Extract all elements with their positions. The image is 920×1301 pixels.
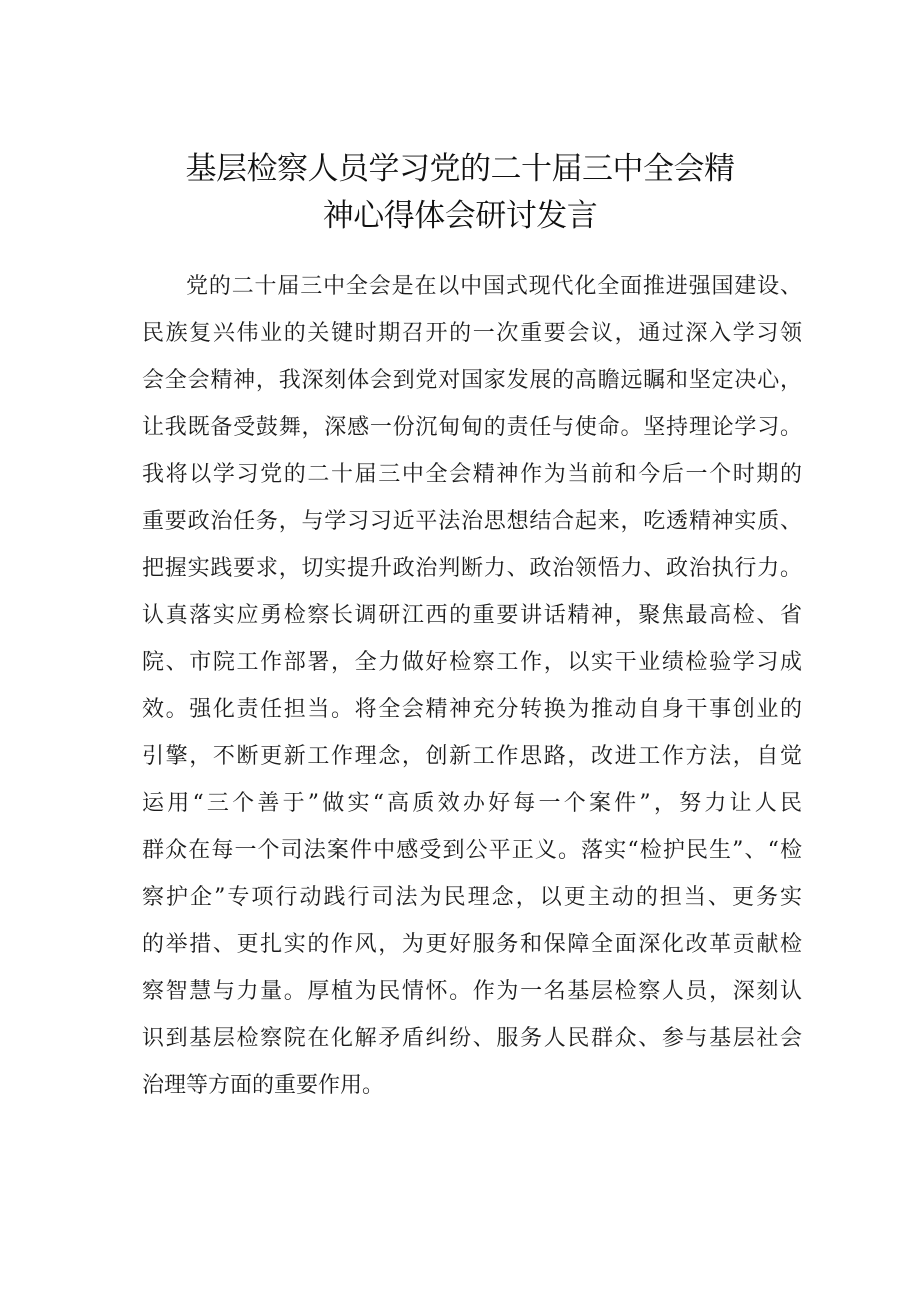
- body-line: 会全会精神，我深刻体会到党对国家发展的高瞻远瞩和坚定决心，: [142, 368, 802, 393]
- body-line: 认真落实应勇检察长调研江西的重要讲话精神，聚焦最高检、省: [142, 603, 802, 628]
- body-line: 察智慧与力量。厚植为民情怀。作为一名基层检察人员，深刻认: [142, 979, 802, 1004]
- body-line: 把握实践要求，切实提升政治判断力、政治领悟力、政治执行力。: [142, 556, 802, 581]
- body-line: 让我既备受鼓舞，深感一份沉甸甸的责任与使命。坚持理论学习。: [142, 415, 802, 440]
- body-line: 民族复兴伟业的关键时期召开的一次重要会议，通过深入学习领: [142, 321, 802, 346]
- body-line: 院、市院工作部署，全力做好检察工作，以实干业绩检验学习成: [142, 650, 802, 675]
- body-line: 效。强化责任担当。将全会精神充分转换为推动自身干事创业的: [142, 697, 802, 722]
- body-line: 重要政治任务，与学习习近平法治思想结合起来，吃透精神实质、: [142, 509, 802, 534]
- body-line: 引擎，不断更新工作理念，创新工作思路，改进工作方法，自觉: [142, 744, 802, 769]
- body-line: 识到基层检察院在化解矛盾纠纷、服务人民群众、参与基层社会: [142, 1026, 802, 1051]
- document-title-line-1: 基层检察人员学习党的二十届三中全会精: [185, 151, 735, 187]
- document-title-line-2: 神心得体会研讨发言: [322, 198, 598, 234]
- body-line: 的举措、更扎实的作风，为更好服务和保障全面深化改革贡献检: [142, 932, 802, 957]
- body-line: 我将以学习党的二十届三中全会精神作为当前和今后一个时期的: [142, 462, 802, 487]
- body-line: 群众在每一个司法案件中感受到公平正义。落实“检护民生”、“检: [142, 838, 802, 863]
- body-line: 察护企”专项行动践行司法为民理念，以更主动的担当、更务实: [142, 885, 802, 910]
- body-line: 治理等方面的重要作用。: [142, 1073, 385, 1098]
- body-line: 党的二十届三中全会是在以中国式现代化全面推进强国建设、: [186, 274, 802, 299]
- document-body: [142, 263, 802, 1109]
- body-line: 运用“三个善于”做实“高质效办好每一个案件”，努力让人民: [142, 791, 802, 816]
